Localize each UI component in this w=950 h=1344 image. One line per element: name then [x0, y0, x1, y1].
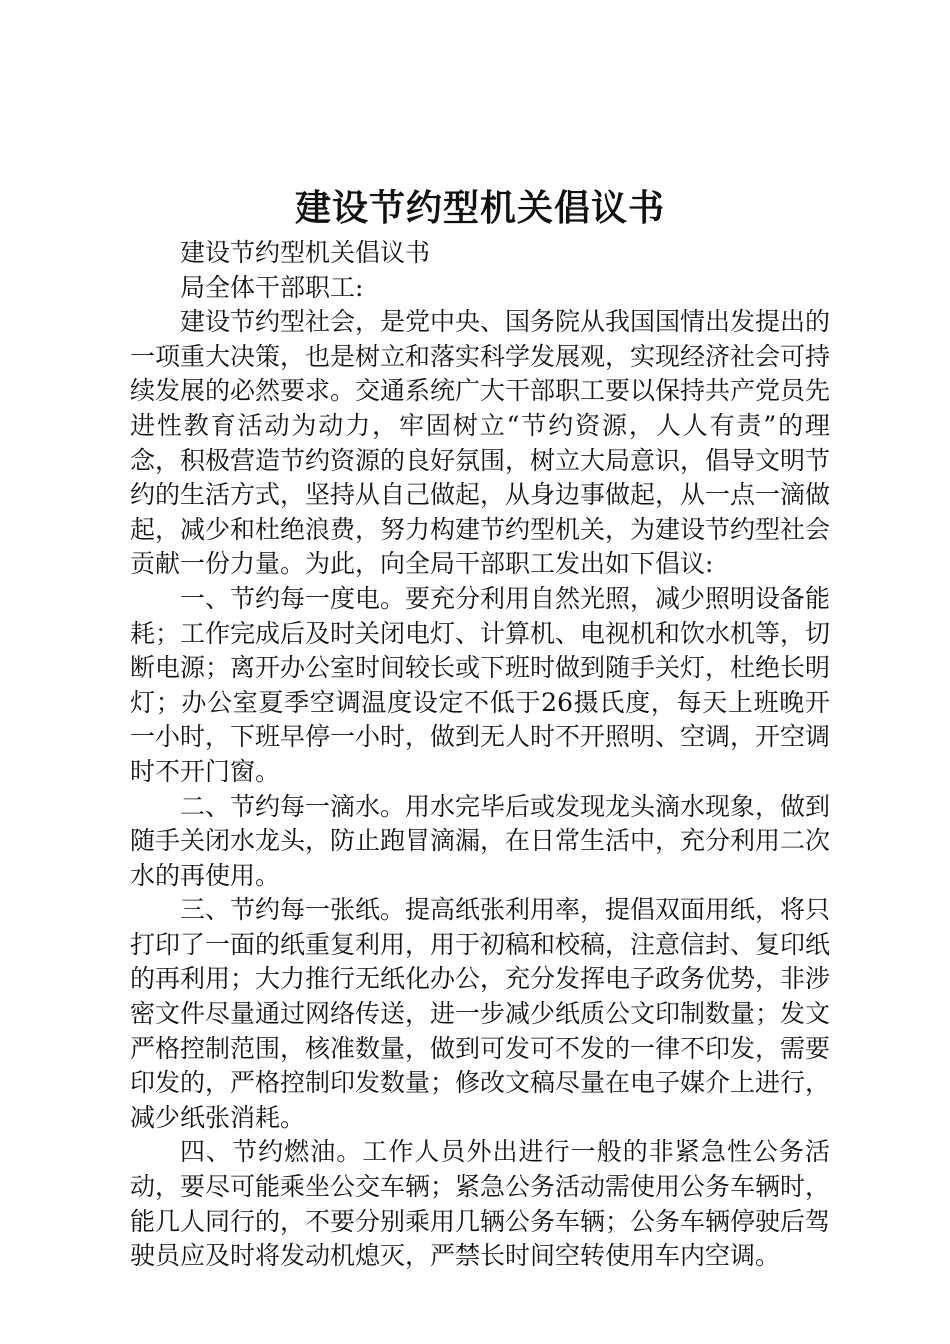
subtitle-paragraph: 建设节约型机关倡议书	[180, 238, 431, 267]
fuel-paragraph: 四、节约燃油。工作人员外出进行一般的非紧急性公务活动，要尽可能乘坐公交车辆；紧急公务活动需使用公务车辆时，能几人同行的，不要分别乘用几辆公务车辆；公务车辆停驶后驾驶员应及时将发动机熄灭，严禁长时间空转使用车内空调。	[130, 1137, 831, 1271]
water-paragraph: 二、节约每一滴水。用水完毕后或发现龙头滴水现象，做到随手关闭水龙头，防止跑冒滴漏，在日常生活中，充分利用二次水的再使用。	[130, 791, 831, 890]
electricity-paragraph: 一、节约每一度电。要充分利用自然光照，减少照明设备能耗；工作完成后及时关闭电灯、计算机、电视机和饮水机等，切断电源；离开办公室时间较长或下班时做到随手关灯，杜绝长明灯；办公室夏季空调温度设定不低于26摄氏度，每天上班晚开一小时，下班早停一小时，做到无人时不开照明、空调，开空调时不开门窗。	[130, 583, 831, 786]
intro-paragraph: 建设节约型社会，是党中央、国务院从我国国情出发提出的一项重大决策，也是树立和落实科学发展观，实现经济社会可持续发展的必然要求。交通系统广大干部职工要以保持共产党员先进性教育活动为动力，牢固树立“节约资源，人人有责”的理念，积极营造节约资源的良好氛围，树立大局意识，倡导文明节约的生活方式，坚持从自己做起，从身边事做起，从一点一滴做起，减少和杜绝浪费，努力构建节约型机关，为建设节约型社会贡献一份力量。为此，向全局干部职工发出如下倡议:	[130, 307, 831, 579]
paper-paragraph: 三、节约每一张纸。提高纸张利用率，提倡双面用纸，将只打印了一面的纸重复利用，用于初稿和校稿，注意信封、复印纸的再利用；大力推行无纸化办公，充分发挥电子政务优势，非涉密文件尽量通过网络传送，进一步减少纸质公文印制数量；发文严格控制范围，核准数量，做到可发可不发的一律不印发，需要印发的，严格控制印发数量；修改文稿尽量在电子媒介上进行，减少纸张消耗。	[130, 895, 831, 1132]
document-body	[130, 236, 830, 1274]
salutation-paragraph: 局全体干部职工:	[180, 272, 364, 302]
document-title: 建设节约型机关倡议书	[294, 187, 665, 229]
